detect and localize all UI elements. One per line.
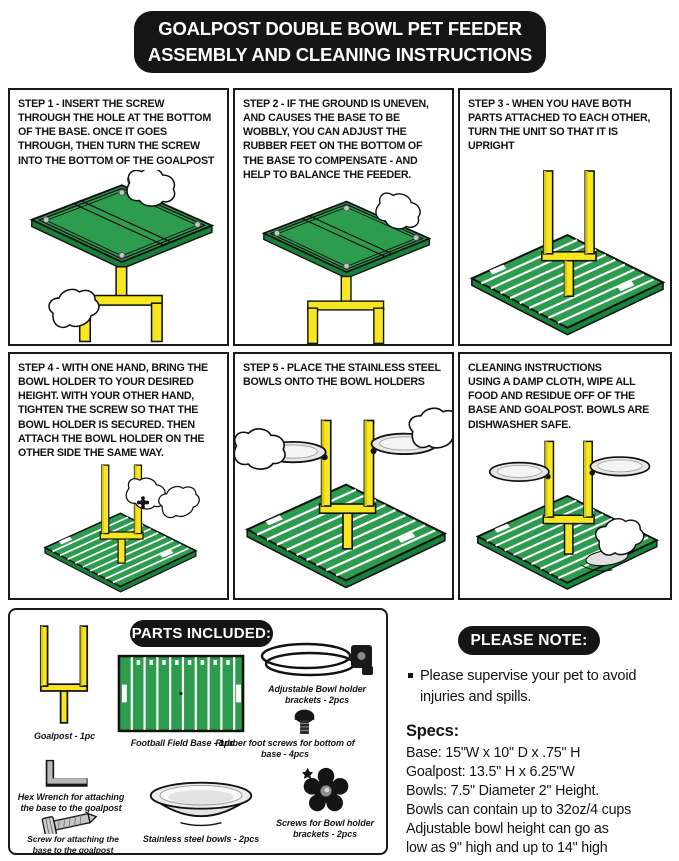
- cleaning-panel: [458, 352, 672, 600]
- football-field-base-part-icon: [117, 654, 245, 733]
- parts-panel: [8, 608, 388, 855]
- bowl-holder-bracket-part-icon: [258, 640, 376, 682]
- cleaning-illustration: [460, 434, 670, 598]
- specs-list: [406, 744, 668, 858]
- rubber-foot-screw-part-icon: [293, 708, 316, 737]
- goalpost-part-icon: [35, 623, 93, 727]
- please-note-banner: [458, 626, 600, 655]
- bowl-holder-screw-part-icon: [302, 766, 350, 814]
- parts-heading-banner: [130, 620, 273, 647]
- step-4-illustration: [10, 462, 227, 598]
- step-2-panel: [233, 88, 454, 346]
- attachment-screw-part-icon: [40, 810, 102, 834]
- step-3-illustration: [460, 156, 670, 345]
- hex-wrench-part-icon: [40, 758, 90, 790]
- step-5-text: STEP 5 - PLACE THE STAINLESS STEEL BOWLS ONTO THE BOWL HOLDERS: [243, 362, 441, 389]
- step-5-illustration: [235, 391, 452, 598]
- part-label-goalpost: Goalpost - 1pc: [33, 731, 96, 741]
- part-label-bowl-holder-screws: Screws for Bowl holder brackets - 2pcs: [276, 818, 374, 840]
- step-1-panel: [8, 88, 229, 346]
- spec-line: Bowls: 7.5" Diameter 2" Height.: [406, 783, 600, 799]
- bullet-square: [408, 673, 413, 678]
- note-bullet-text: Please supervise your pet to avoid injuries and spills.: [420, 668, 637, 706]
- part-label-stainless-bowls: Stainless steel bowls - 2pcs: [142, 834, 260, 844]
- hand-icon: [235, 426, 288, 473]
- spec-line: Adjustable bowl height can go as: [406, 821, 609, 837]
- part-label-attachment-screw: Screw for attaching the base to the goalpost: [27, 834, 119, 855]
- specs-heading: Specs:: [406, 722, 459, 740]
- spec-line: Base: 15"W x 10" D x .75" H: [406, 745, 581, 761]
- spec-line: Goalpost: 13.5" H x 6.25"W: [406, 764, 575, 780]
- cleaning-body: USING A DAMP CLOTH, WIPE ALL FOOD AND RESIDUE OFF OF THE BASE AND GOALPOST. BOWLS ARE DISHWASHER SAFE.: [468, 376, 650, 431]
- note-section: [400, 608, 672, 855]
- please-note-heading: PLEASE NOTE:: [470, 631, 588, 649]
- step-3-panel: [458, 88, 672, 346]
- parts-heading: PARTS INCLUDED:: [131, 625, 272, 642]
- step-2-illustration: [235, 184, 452, 344]
- title-banner: [134, 11, 546, 73]
- title-line-1: GOALPOST DOUBLE BOWL PET FEEDER: [158, 18, 522, 40]
- step-3-text: STEP 3 - WHEN YOU HAVE BOTH PARTS ATTACHED TO EACH OTHER, TURN THE UNIT SO THAT IT IS UPRIGHT: [468, 98, 651, 153]
- goalpost-upside-down: [308, 276, 384, 343]
- title-line-2: ASSEMBLY AND CLEANING INSTRUCTIONS: [147, 44, 533, 65]
- bowl-icon: [589, 457, 649, 475]
- note-bullet-item: [408, 666, 660, 708]
- spec-line: Bowls can contain up to 32oz/4 cups: [406, 802, 632, 818]
- step-1-text: STEP 1 - INSERT THE SCREW THROUGH THE HOLE AT THE BOTTOM OF THE BASE. ONCE IT GOES THROUGH, THEN TURN THE SCREW INTO THE BOTTOM OF THE GOALPOST: [18, 98, 215, 167]
- step-5-panel: [233, 352, 454, 600]
- stainless-bowl-part-icon: [145, 778, 257, 832]
- step-4-panel: [8, 352, 229, 600]
- step-4-text: STEP 4 - WITH ONE HAND, BRING THE BOWL HOLDER TO YOUR DESIRED HEIGHT. WITH YOUR OTHER HAND, TIGHTEN THE SCREW SO THAT THE BOWL HOLDER IS SECURED. THEN ATTACH THE BOWL HOLDER ON THE OTHER SIDE THE SAME WAY.: [18, 362, 208, 459]
- step-1-illustration: [10, 170, 227, 344]
- cleaning-heading: CLEANING INSTRUCTIONS: [468, 362, 602, 374]
- cleaning-text: [460, 354, 670, 434]
- base-bottom-view: [32, 185, 212, 262]
- hand-icon: [46, 283, 102, 331]
- spec-line: low as 9" high and up to 14" high: [406, 840, 608, 856]
- part-label-brackets: Adjustable Bowl holder brackets - 2pcs: [268, 684, 366, 706]
- part-label-rubber-foot-screws: Rubber foot screws for bottom of base - 4pcs: [215, 738, 355, 760]
- part-label-hex-wrench: Hex Wrench for attaching the base to the goalpost: [17, 792, 125, 814]
- step-2-text: STEP 2 - IF THE GROUND IS UNEVEN, AND CAUSES THE BASE TO BE WOBBLY, YOU CAN ADJUST THE RUBBER FEET ON THE BOTTOM OF THE BASE TO COMPENSATE - AND HELP TO BALANCE THE FEEDER.: [243, 98, 429, 181]
- bowl-icon: [490, 462, 551, 480]
- part-label-field-base: Football Field Base - 1pc: [130, 738, 235, 748]
